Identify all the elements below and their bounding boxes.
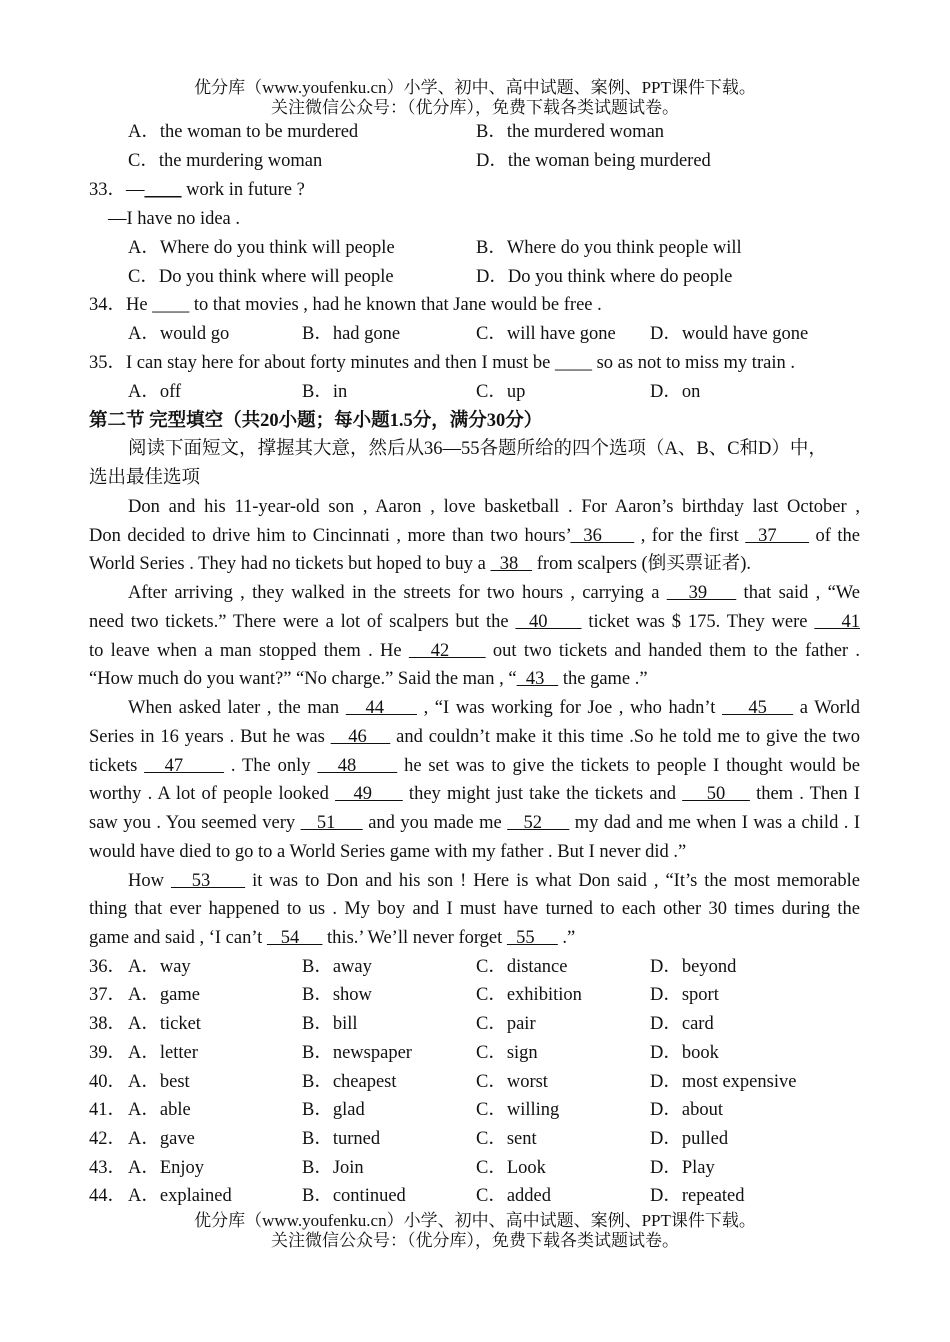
question-38-option-b: B．bill	[302, 1014, 358, 1034]
blank-42: 42	[408, 641, 486, 661]
question-36-number: 36．	[89, 957, 127, 977]
passage-p3-line-1: When asked later , the man 44 , “I was working for Joe , who hadn’t 45 a World	[128, 698, 861, 718]
passage-p3-line-5: saw you . You seemed very 51 and you made me 52 my dad and me when I was a child . I	[89, 813, 861, 833]
header-line-2: 关注微信公众号：（优分库），免费下载各类试题试卷。	[271, 98, 679, 117]
passage-p2-line-2: need two tickets.” There were a lot of scalpers but the 40 ticket was $ 175. They were 41	[89, 612, 861, 632]
section-instruction-1: 阅读下面短文，撑握其大意，然后从36—55各题所给的四个选项（A、B、C和D）中，	[128, 439, 827, 459]
passage-p2-line-1: After arriving , they walked in the streets for two hours , carrying a 39 that said , “We	[128, 583, 860, 603]
question-38-option-a: A．ticket	[128, 1014, 201, 1034]
q33-reply: —I have no idea .	[108, 209, 241, 229]
footer-line-1: 优分库（www.youfenku.cn）小学、初中、高中试题、案例、PPT课件下载。	[194, 1211, 756, 1230]
blank-41: 41	[814, 612, 861, 632]
blank-47: 47	[144, 756, 225, 776]
question-39-option-b: B．newspaper	[302, 1043, 412, 1063]
passage-p4-line-2: thing that ever happened to us . My boy and I must have turned to each other 30 times during the	[89, 899, 860, 919]
blank-48: 48	[317, 756, 398, 776]
q34-option-d: D．would have gone	[650, 324, 809, 344]
blank-53: 53	[170, 871, 246, 891]
question-36-option-a: A．way	[128, 957, 191, 977]
passage-p2-line-3: to leave when a man stopped them . He 42 out two tickets and handed them to the father .	[89, 641, 860, 661]
question-43-option-b: B．Join	[302, 1158, 364, 1178]
q35-option-a: A．off	[128, 382, 182, 402]
q33-option-d: D．Do you think where do people	[476, 267, 733, 287]
blank-50: 50	[682, 784, 750, 804]
footer-line-2: 关注微信公众号：（优分库），免费下载各类试题试卷。	[271, 1231, 679, 1250]
blank-49: 49	[335, 784, 403, 804]
question-42-option-b: B．turned	[302, 1129, 381, 1149]
question-41-option-a: A．able	[128, 1100, 191, 1120]
question-40-option-b: B．cheapest	[302, 1072, 397, 1092]
question-37-option-d: D．sport	[650, 985, 719, 1005]
question-41-number: 41．	[89, 1100, 127, 1120]
q32-option-d: D．the woman being murdered	[476, 151, 711, 171]
question-44-option-b: B．continued	[302, 1186, 406, 1206]
blank-54: 54	[266, 928, 323, 948]
question-41-option-c: C．willing	[476, 1100, 560, 1120]
q32-option-b: B．the murdered woman	[476, 122, 665, 142]
passage-p3-line-2: Series in 16 years . But he was 46 and couldn’t make it this time .So he told me to give the two	[89, 727, 860, 747]
q34-stem: 34．He ____ to that movies , had he known that Jane would be free .	[89, 295, 602, 315]
header-line-1: 优分库（www.youfenku.cn）小学、初中、高中试题、案例、PPT课件下载。	[194, 78, 756, 97]
blank-51: 51	[300, 813, 363, 833]
passage-p2-line-4: “How much do you want?” “No charge.” Said the man , “ 43 the game .”	[89, 669, 648, 689]
q33-option-b: B．Where do you think people will	[476, 238, 742, 258]
question-39-option-c: C．sign	[476, 1043, 538, 1063]
question-43-option-a: A．Enjoy	[128, 1158, 205, 1178]
question-40-option-a: A．best	[128, 1072, 190, 1092]
blank-39: 39	[666, 583, 737, 603]
question-42-option-d: D．pulled	[650, 1129, 729, 1149]
q34-option-a: A．would go	[128, 324, 230, 344]
question-43-option-c: C．Look	[476, 1158, 546, 1178]
question-44-number: 44．	[89, 1186, 127, 1206]
blank-36: 36	[570, 526, 635, 546]
blank-40: 40	[515, 612, 582, 632]
q33-option-a: A．Where do you think will people	[128, 238, 395, 258]
question-41-option-b: B．glad	[302, 1100, 365, 1120]
question-36-option-d: D．beyond	[650, 957, 737, 977]
blank-44: 44	[345, 698, 417, 718]
passage-p3-line-3: tickets 47 . The only 48 he set was to give the tickets to people I thought would be	[89, 756, 861, 776]
question-38-option-d: D．card	[650, 1014, 714, 1034]
q33-option-c: C．Do you think where will people	[128, 267, 394, 287]
passage-p4-line-1: How 53 it was to Don and his son ! Here is what Don said , “It’s the most memorable	[128, 871, 860, 891]
question-40-option-c: C．worst	[476, 1072, 548, 1092]
q35-option-d: D．on	[650, 382, 701, 402]
question-43-number: 43．	[89, 1158, 127, 1178]
question-40-number: 40．	[89, 1072, 127, 1092]
question-41-option-d: D．about	[650, 1100, 723, 1120]
q35-option-b: B．in	[302, 382, 348, 402]
blank-52: 52	[507, 813, 570, 833]
question-38-option-c: C．pair	[476, 1014, 536, 1034]
q32-option-a: A．the woman to be murdered	[128, 122, 359, 142]
question-39-number: 39．	[89, 1043, 127, 1063]
question-39-option-a: A．letter	[128, 1043, 198, 1063]
question-36-option-c: C．distance	[476, 957, 568, 977]
question-37-number: 37．	[89, 985, 127, 1005]
question-37-option-a: A．game	[128, 985, 200, 1005]
passage-p1-line-3: World Series . They had no tickets but hoped to buy a 38 from scalpers (倒买票证者).	[89, 554, 751, 574]
question-37-option-c: C．exhibition	[476, 985, 582, 1005]
passage-p1-line-1: Don and his 11-year-old son , Aaron , love basketball . For Aaron’s birthday last October ,	[128, 497, 860, 517]
question-44-option-c: C．added	[476, 1186, 552, 1206]
q32-option-c: C．the murdering woman	[128, 151, 323, 171]
q34-option-c: C．will have gone	[476, 324, 616, 344]
question-38-number: 38．	[89, 1014, 127, 1034]
question-39-option-d: D．book	[650, 1043, 719, 1063]
question-44-option-d: D．repeated	[650, 1186, 745, 1206]
question-43-option-d: D．Play	[650, 1158, 715, 1178]
passage-p3-line-6: would have died to go to a World Series game with my father . But I never did .”	[89, 842, 687, 862]
question-44-option-a: A．explained	[128, 1186, 232, 1206]
blank-45: 45	[721, 698, 794, 718]
question-42-number: 42．	[89, 1129, 127, 1149]
question-42-option-c: C．sent	[476, 1129, 537, 1149]
q34-option-b: B．had gone	[302, 324, 401, 344]
question-40-option-d: D．most expensive	[650, 1072, 797, 1092]
blank-37: 37	[745, 526, 810, 546]
passage-p1-line-2: Don decided to drive him to Cincinnati , more than two hours’ 36 , for the first 37 of the	[89, 526, 860, 546]
blank-43: 43	[516, 669, 559, 689]
question-36-option-b: B．away	[302, 957, 372, 977]
section-instruction-2: 选出最佳选项	[89, 468, 201, 488]
section-title: 第二节 完型填空（共20小题；每小题1.5分，满分30分）	[89, 411, 543, 431]
passage-p4-line-3: game and said , ‘I can’t 54 this.’ We’ll never forget 55 .”	[89, 928, 576, 948]
q33-stem: 33．—____ work in future ?	[89, 180, 305, 200]
question-37-option-b: B．show	[302, 985, 372, 1005]
question-42-option-a: A．gave	[128, 1129, 195, 1149]
q35-stem: 35．I can stay here for about forty minutes and then I must be ____ so as not to miss my train .	[89, 353, 795, 373]
q35-option-c: C．up	[476, 382, 526, 402]
blank-38: 38	[490, 554, 533, 574]
blank-55: 55	[506, 928, 558, 948]
blank-46: 46	[330, 727, 391, 747]
passage-p3-line-4: worthy . A lot of people looked 49 they might just take the tickets and 50 them . Then I	[89, 784, 860, 804]
